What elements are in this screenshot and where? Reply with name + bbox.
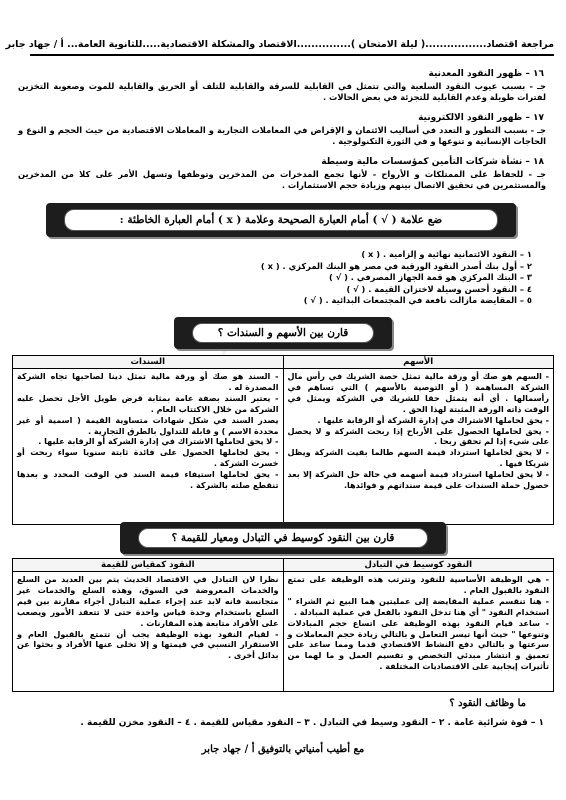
measure-point: - لقيام النقود بهذه الوظيفة يجب أن تتمتع بالقبول العام و الاستقرار النسبي في قيمتها و إلا تخلى عنها الأفراد و بحثوا عن بدائل أخرى . bbox=[17, 628, 279, 661]
bonds-point: - يحق لحاملها استيفاء قيمة السند في الوقت المحدد و بعدها تنقطع صلته بالشركة . bbox=[17, 469, 279, 491]
stocks-point: - لا يحق لحاملها استرداد قيمة أسهمه في حالة حل الشركة إلا بعد حصول حملة السندات على قيمة سنداتهم و فوائدها. bbox=[287, 469, 549, 491]
stocks-point: - يحق لحاملها الحصول على الأرباح إذا ربحت الشركة و لا يحصل على شيء إذا لم تحقق ربحا . bbox=[287, 425, 549, 447]
medium-point: - هنا تنقسم عملية المقايضة إلى عمليتين هما البيع ثم الشراء " استخدام النقود " أي هنا تدخل النقود بالفعل في عملية المبادلة . bbox=[287, 595, 549, 617]
signature: مع أطيب أمنياتي بالتوفيق أ / جهاد جابر bbox=[201, 744, 365, 755]
medium-exchange-cell bbox=[283, 572, 554, 692]
functions-answer: ١ – قوة شرائية عامة . ٢ – النقود وسيط في التبادل . ٣ – النقود مقياس للقيمة . ٤ – النقود مخزن للقيمة . bbox=[80, 718, 544, 728]
stocks-point: - يحق لحاملها الاشتراك في إدارة الشركة أو الرقابة عليها . bbox=[317, 414, 549, 425]
tf-item-4: ٤ – النقود أحسن وسيلة لاختزان القيمة . ( √ ) bbox=[346, 283, 532, 294]
true-false-banner bbox=[46, 203, 516, 237]
section-17-title: ١٧ – ظهور النقود الالكترونية bbox=[418, 113, 544, 123]
true-false-list bbox=[261, 249, 532, 307]
section-17-body: جـ - بسبب التطور و التعدد في أساليب الائتمان و الإقراض في المعاملات التجارية و المعاملات الاقتصادية من حيث الحجم و النوع و الحاجات الإنسانية و تنوعها و في الثورة التكنولوجية . bbox=[18, 125, 546, 147]
section-16-body: جـ - بسبب عيوب النقود السلعية والتي تتمثل في القابلية للسرقة والقابلية للتلف أو الحريق والقابلية للموت وصعوبة التخزين لفترات طويلة وعدم القابلية للتجزئة في بعض الحالات . bbox=[18, 81, 546, 103]
functions-question: ما وظائف النقود ؟ bbox=[449, 698, 526, 709]
measure-value-cell bbox=[13, 572, 284, 692]
section-18-title: ١٨ – نشأة شركات التأمين كمؤسسات مالية وسيطة bbox=[321, 157, 544, 167]
true-false-banner-text: ضع علامة ( √ ) أمام العبارة الصحيحة وعلامة ( x ) أمام العبارة الخاطئة : bbox=[64, 209, 498, 231]
bonds-point: - يعتبر السند بصفة عامة بمثابة قرض طويل الأجل تحصل عليه الشركة من خلال الاكتتاب العام . bbox=[17, 392, 279, 414]
stocks-bonds-table bbox=[12, 355, 554, 525]
bonds-point: يصدر السند في شكل شهادات متساوية القيمة ( اسمية أو غير محددة الاسم ) و قابلة للتداول بالطرق التجارية . bbox=[17, 414, 279, 436]
stocks-cell bbox=[283, 369, 554, 525]
bonds-point: - لا يحق لحاملها الاشتراك في إدارة الشركة أو الرقابة عليها . bbox=[38, 436, 279, 447]
measure-point: نظرا لان التبادل في الاقتصاد الحديث يتم بين العديد من السلع والخدمات المعروضة في السوق، وهذه السلع والخدمات غير متجانسة فانه لابد عند إجراء عملية التبادل أجراء مقارنة بين قيم السلع باستخدام وحدة قياس واحدة حتى لا تتعقد الأمور ويصعب على الأفراد متابعة هذه المقارنات . bbox=[17, 574, 279, 628]
stocks-point: - السهم هو صك أو ورقة مالية تمثل حصة الشريك في رأس مال الشركة المساهمة ( أو التوصية بالأسهم ) التي تساهم في رأسمالها . أي أنه يتمثل حقا للشريك في الشركة ويمثل في الوقت ذاته الورقة المثبتة لهذا الحق . bbox=[287, 371, 549, 414]
page-header: مراجعة اقتصاد.................( ليلة الامتحان )...............الاقتصاد والمشكلة الاقتصادية.....للثانوية العامة... أ / جهاد جابر bbox=[30, 36, 554, 56]
medium-exchange-header: النقود كوسيط في التبادل bbox=[283, 559, 554, 572]
medium-point: - هي الوظيفة الأساسية للنقود وتترتب هذه الوظيفة على تمتع النقود بالقبول العام . bbox=[287, 574, 549, 595]
bonds-header: السندات bbox=[13, 356, 284, 369]
money-functions-banner-text: قارن بين النقود كوسيط في التبادل ومعيار للقيمة ؟ bbox=[138, 528, 428, 548]
section-16-title: ١٦ – ظهور النقود المعدنية bbox=[428, 69, 544, 79]
bonds-point: - يحق لحاملها الحصول على فائدة ثابتة سنويا سواء ربحت أو خسرت الشركة . bbox=[17, 447, 279, 469]
money-compare-table bbox=[12, 558, 554, 692]
medium-point: - ساعد قيام النقود بهذه الوظيفة على اتساع حجم المبادلات وتنوعها " حيث أنها تيسر التعامل و بالتالي زيادة حجم المعاملات و سرعتها و بالتالي دفع النشاط الاقتصادي قدما ومما ساعد على تعميق و انتشار مبدئي التخصص و تقسيم العمل و ما لهما من تأثيرات إيجابية على الاقتصاديات المختلفة . bbox=[287, 617, 549, 672]
tf-item-5: ٥ – المقايضة مازالت نافعة في المجتمعات البدائية . ( √ ) bbox=[303, 295, 532, 306]
measure-value-header: النقود كمقياس للقيمة bbox=[13, 559, 284, 572]
tf-item-1: ١ – النقود الائتمانية نهائية و إلزامية . ( x ) bbox=[361, 249, 532, 259]
bonds-point: - السند هو صك أو ورقة مالية تمثل دينا لصاحبها تجاه الشركة المصدرة له . bbox=[17, 371, 279, 392]
stocks-bonds-banner bbox=[174, 317, 392, 349]
stocks-bonds-banner-text: قارن بين الأسهم و السندات ؟ bbox=[192, 323, 374, 343]
stocks-point: - لا يحق لحاملها استرداد قيمة السهم طالما بقيت الشركة ويظل شريكا فيها . bbox=[287, 447, 549, 469]
bonds-cell bbox=[13, 369, 284, 525]
stocks-header: الأسهم bbox=[283, 356, 554, 369]
money-functions-banner bbox=[120, 522, 446, 554]
section-18-body: جـ - للحفاظ على الممتلكات و الأرواح - لأنها تجمع المدخرات من المدخرين وتوظفها وتسهل الأمر على كلا من المدخرين والمستثمرين في تحقيق الاتصال بينهم وزيادة حجم الاستثمارات . bbox=[18, 169, 546, 191]
tf-item-2: ٢ – أول بنك أصدر النقود الورقية في مصر هو البنك المركزي . ( x ) bbox=[260, 260, 532, 271]
tf-item-3: ٣ – البنك المركزي هو قمة الجهاز المصرفي . ( √ ) bbox=[329, 272, 532, 283]
